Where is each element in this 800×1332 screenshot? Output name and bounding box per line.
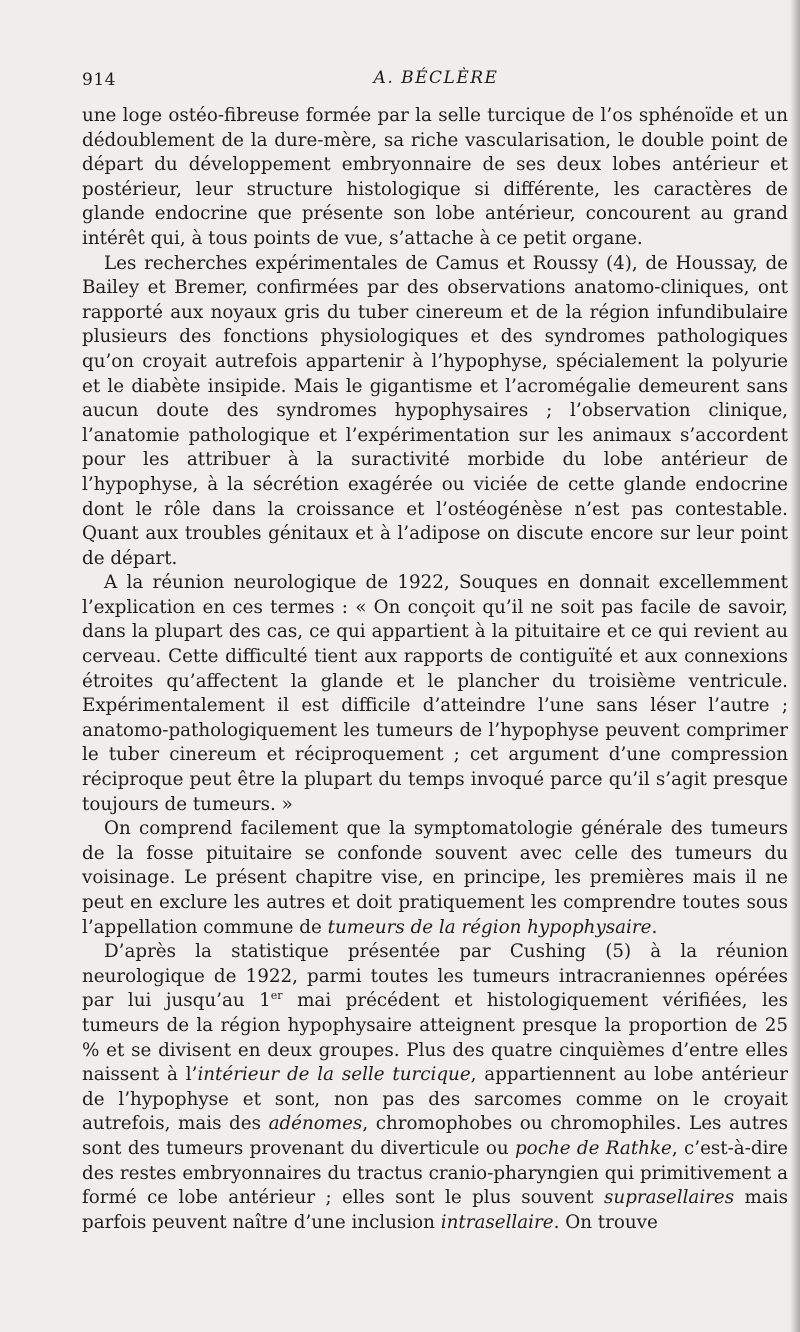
text-run: , appartiennent au lobe antérieur de l’hypophyse et sont, non pas des sarcomes comme on le croyait autrefois, mais des <box>82 1064 788 1135</box>
paragraph <box>82 940 788 1235</box>
paragraph <box>82 571 788 817</box>
text-run: , chromophobes ou chromophiles. Les autres sont des tumeurs provenant du diverticule ou <box>82 1113 788 1159</box>
page-number: 914 <box>82 70 116 90</box>
text-run: On comprend facilement que la symptomatologie générale des tumeurs de la fosse pituitaire se confonde souvent avec celle des tumeurs du voisinage. Le présent chapitre vise, en principe, les premières mais il ne peut en exclure les autres et doit pratiquement les comprendre toutes sous l’appellation commune de <box>82 818 788 938</box>
text-run: , c’est-à-dire des restes embryonnaires du tractus cranio-pharyngien qui primitivement a formé ce lobe antérieur ; elles sont le plus souvent <box>82 1137 788 1209</box>
text-run: mai précédent et histologiquement vérifiées, les tumeurs de la région hypophysaire atteignent presque la proportion de 25 % et se divisent en deux groupes. Plus des quatre cinquièmes d’entre elles naissent à l’ <box>82 990 788 1086</box>
text-run: Les recherches expérimentales de Camus et Roussy (4), de Houssay, de Bailey et Bremer, confirmées par des observations anatomo-cliniques, ont rapporté aux noyaux gris du tuber cinereum et de la région infundibulaire plusieurs des fonctions physiologiques et des syndromes pathologiques qu’on croyait autrefois appartenir à l’hypophyse, spécialement la polyurie et le diabète insipide. Mais le gigantisme et l’acromégalie demeurent sans aucun doute des syndromes hypophysaires ; l’observation clinique, l’anatomie pathologique et l’expérimentation sur les animaux s’accordent pour les attribuer à la suractivité morbide du lobe antérieur de l’hypophyse, à la sécrétion exagérée ou viciée de cette glande endocrine dont le rôle dans la croissance et l’ostéogénèse n’est pas contestable. Quant aux troubles génitaux et à l’adipose on discute encore sur leur point de départ. <box>82 252 788 569</box>
body-text <box>82 104 788 1235</box>
text-run: mais parfois peuvent naître d’une inclusion <box>82 1187 788 1233</box>
text-run: D’après la statistique présentée par Cushing (5) à la réunion neurologique de 1922, parmi toutes les tumeurs intracraniennes opérées par lui jusqu’au 1 <box>82 941 788 1012</box>
text-run: . <box>651 916 658 938</box>
paragraph <box>82 817 788 940</box>
italic-text: poche de Rathke <box>514 1137 672 1159</box>
italic-text: tumeurs de la région hypophysaire <box>327 916 652 938</box>
superscript-text: er <box>270 989 283 1003</box>
paragraph <box>82 252 788 572</box>
page-spine-shadow <box>790 0 800 1332</box>
text-run: une loge ostéo-fibreuse formée par la selle turcique de l’os sphénoïde et un dédoublement de la dure-mère, sa riche vascularisation, le double point de départ du développement embryonnaire de ses deux lobes antérieur et postérieur, leur structure histologique si différente, les caractères de glande endocrine que présente son lobe antérieur, concourent au grand intérêt qui, à tous points de vue, s’attache à ce petit organe. <box>82 105 788 249</box>
italic-text: suprasellaires <box>604 1187 735 1209</box>
text-run: . On trouve <box>553 1211 658 1233</box>
italic-text: adénomes <box>268 1113 363 1135</box>
italic-text: intrasellaire <box>440 1211 554 1233</box>
italic-text: intérieur de la selle turcique <box>197 1064 471 1086</box>
paragraph <box>82 104 788 252</box>
text-run: A la réunion neurologique de 1922, Souques en donnait excellemment l’explication en ces termes : « On conçoit qu’il ne soit pas facile de savoir, dans la plupart des cas, ce qui appartient à la pituitaire et ce qui revient au cerveau. Cette difficulté tient aux rapports de contiguïté et aux connexions étroites qu’affectent la glande et le plancher du troisième ventricule. Expérimentalement il est difficile d’atteindre l’une sans léser l’autre ; anatomo-pathologiquement les tumeurs de l’hypophyse peuvent comprimer le tuber cinereum et réciproquement ; cet argument d’une compression réciproque peut être la plupart du temps invoqué parce qu’il s’agit presque toujours de tumeurs. » <box>82 572 788 815</box>
running-head: A. BÉCLÈRE <box>373 68 499 88</box>
page-header <box>82 66 790 96</box>
